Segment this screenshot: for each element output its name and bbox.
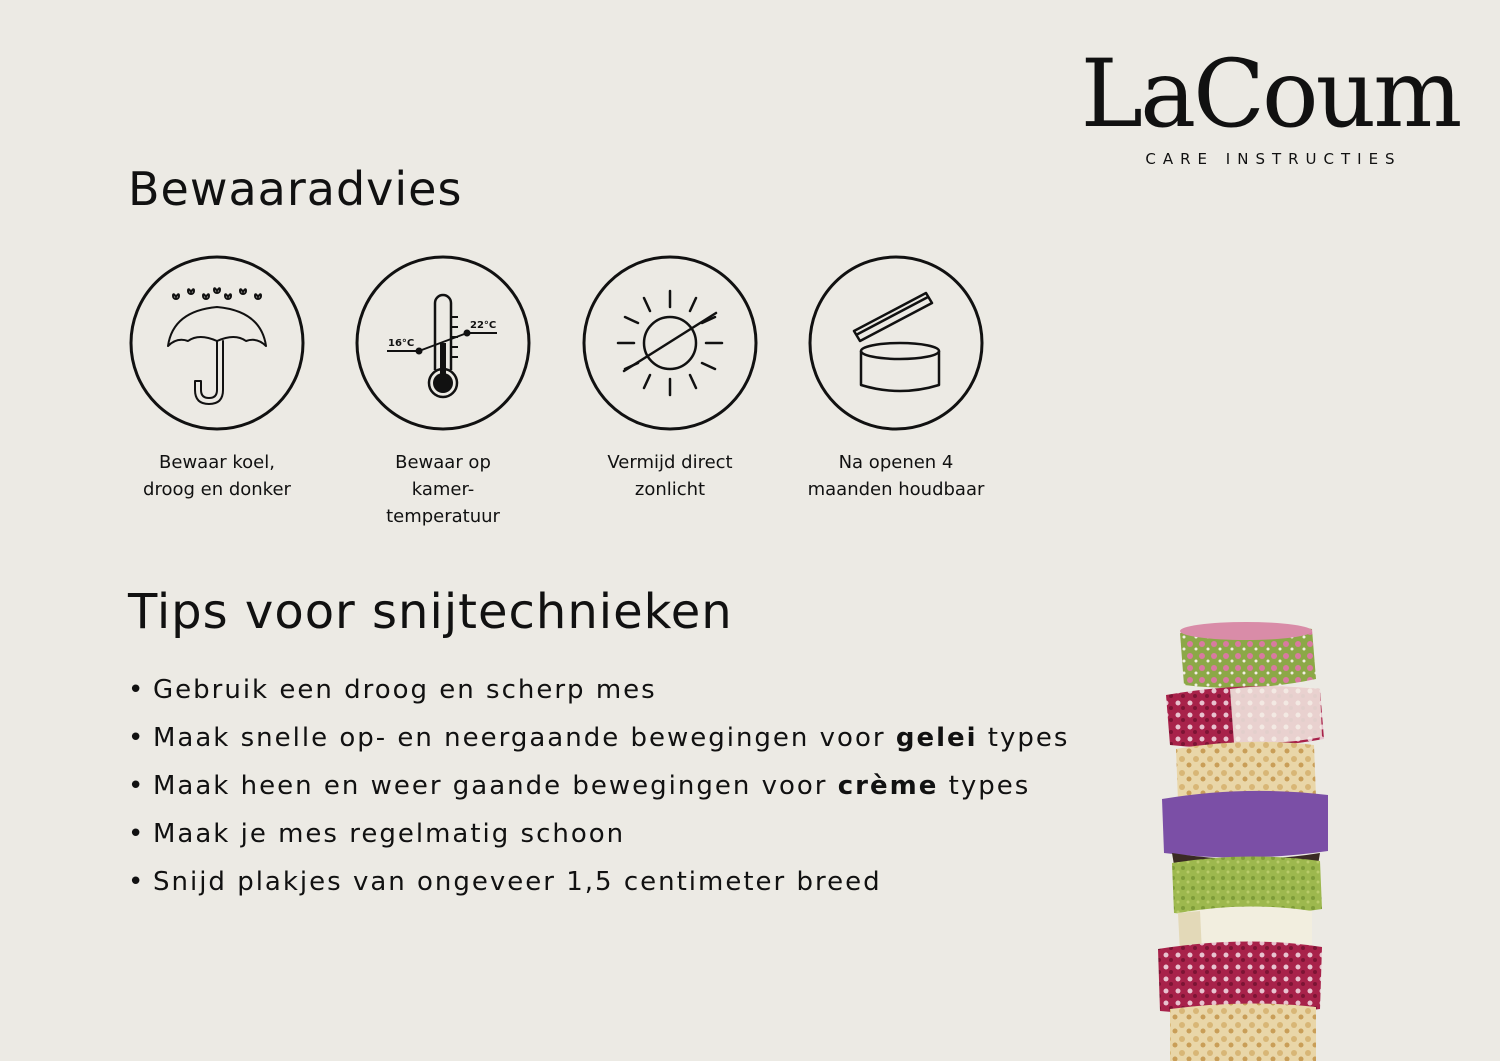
storage-item-room-temperature [323, 255, 563, 530]
product-stack-image [1150, 615, 1340, 1061]
bullet: • [128, 675, 146, 705]
storage-item-cool-dry-dark [97, 255, 337, 503]
storage-item-label: Vermijd direct zonlicht [607, 452, 733, 500]
bullet: • [128, 867, 146, 897]
tip-bold: gelei [895, 723, 978, 753]
storage-item-shelf-life [776, 255, 1016, 503]
list-item [128, 810, 1069, 858]
tips-list [128, 666, 1069, 906]
brand-logo [1070, 40, 1470, 168]
storage-item-avoid-sunlight [550, 255, 790, 503]
tip-text: Maak snelle op- en neergaande bewegingen voor [153, 723, 896, 753]
bullet: • [128, 771, 146, 801]
brand-subtitle: CARE INSTRUCTIES [1145, 150, 1402, 168]
thermometer-icon [355, 255, 531, 431]
tip-text-end: types [977, 723, 1070, 753]
tip-text: Gebruik een droog en scherp mes [153, 675, 657, 705]
brand-name: LaCoum [1080, 40, 1460, 149]
open-jar-icon [808, 255, 984, 431]
list-item [128, 714, 1069, 762]
no-sun-icon [582, 255, 758, 431]
storage-item-label: Bewaar op kamer- temperatuur [386, 452, 500, 527]
umbrella-rain-icon [129, 255, 305, 431]
temp-low-label: 16°C [388, 338, 415, 349]
list-item [128, 666, 1069, 714]
tip-text-end: types [938, 771, 1031, 801]
tip-text: Maak je mes regelmatig schoon [153, 819, 626, 849]
tip-bold: crème [837, 771, 939, 801]
tip-text: Snijd plakjes van ongeveer 1,5 centimeter breed [153, 867, 882, 897]
tip-text: Maak heen en weer gaande bewegingen voor [153, 771, 838, 801]
bullet: • [128, 819, 146, 849]
storage-title: Bewaaradvies [128, 162, 463, 216]
temp-high-label: 22°C [470, 320, 497, 331]
tips-title: Tips voor snijtechnieken [128, 584, 733, 640]
storage-item-label: Bewaar koel, droog en donker [143, 452, 291, 500]
bullet: • [128, 723, 146, 753]
list-item [128, 858, 1069, 906]
storage-item-label: Na openen 4 maanden houdbaar [807, 452, 985, 500]
list-item [128, 762, 1069, 810]
